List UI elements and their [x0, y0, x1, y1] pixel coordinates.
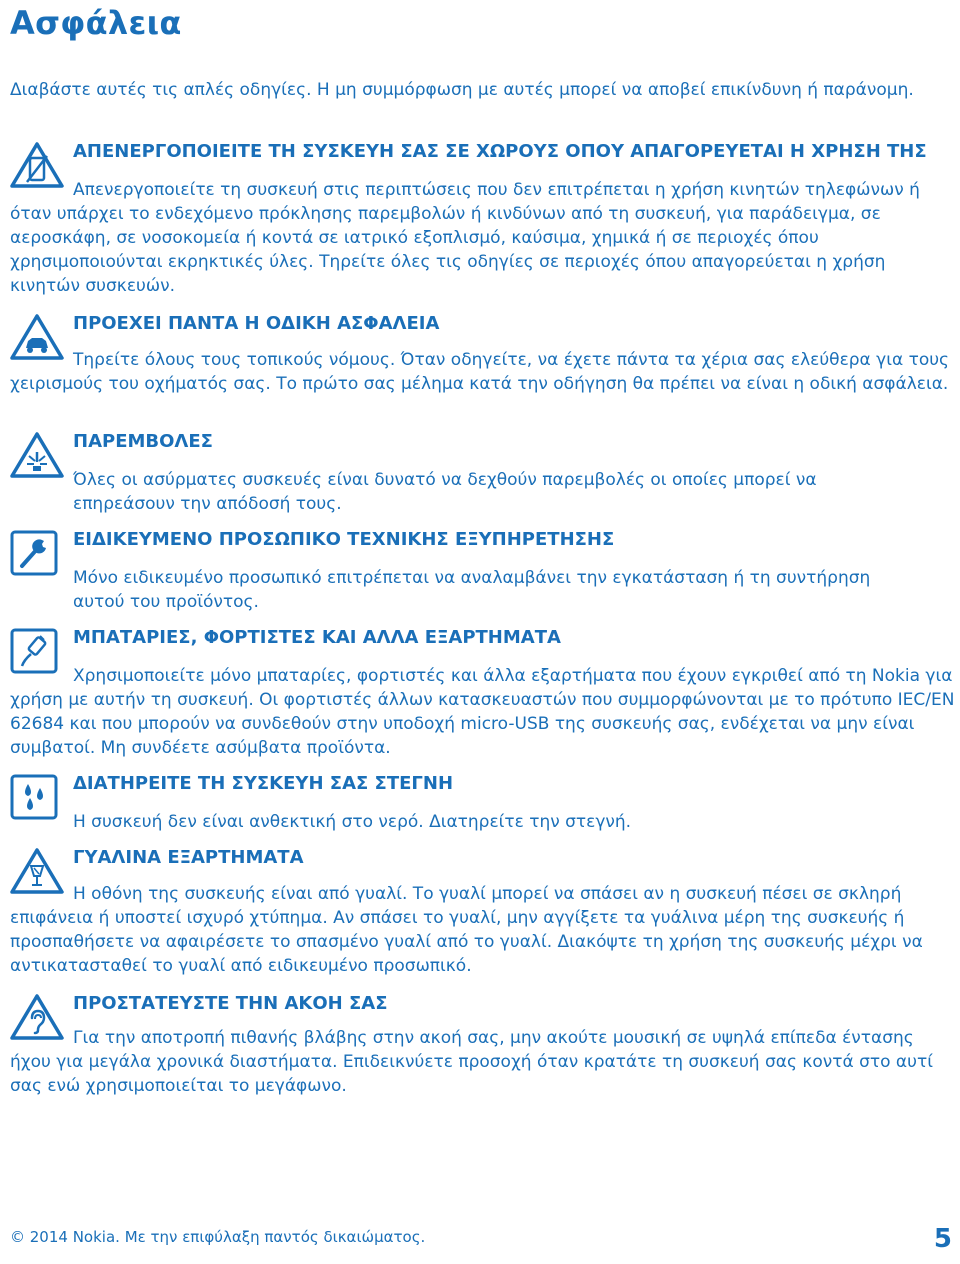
section-text: Μόνο ειδικευμένο προσωπικό επιτρέπεται να αναλαμβάνει την εγκατάσταση ή τη συντήρηση αυτού του προϊόντος.	[73, 568, 871, 612]
section-keep-dry	[10, 772, 955, 842]
section-heading: ΠΡΟΕΧΕΙ ΠΑΝΤΑ Η ΟΔΙΚΗ ΑΣΦΑΛΕΙΑ	[73, 313, 440, 334]
section-glass-parts	[10, 846, 955, 986]
page-number: 5	[933, 1224, 952, 1254]
footer-copyright: © 2014 Nokia. Με την επιφύλαξη παντός δικαιώματος.	[10, 1228, 426, 1246]
intro-text: Διαβάστε αυτές τις απλές οδηγίες. Η μη συμμόρφωση με αυτές μπορεί να αποβεί επικίνδυνη ή παράνομη.	[10, 80, 914, 100]
section-heading: ΔΙΑΤΗΡΕΙΤΕ ΤΗ ΣΥΣΚΕΥΗ ΣΑΣ ΣΤΕΓΝΗ	[73, 773, 454, 794]
page-title: Ασφάλεια	[10, 4, 182, 42]
section-heading: ΑΠΕΝΕΡΓΟΠΟΙΕΙΤΕ ΤΗ ΣΥΣΚΕΥΗ ΣΑΣ ΣΕ ΧΩΡΟΥΣ ΟΠΟΥ ΑΠΑΓΟΡΕΥΕΤΑΙ Η ΧΡΗΣΗ ΤΗΣ	[73, 141, 927, 162]
section-text: Τηρείτε όλους τους τοπικούς νόμους. Όταν οδηγείτε, να έχετε πάντα τα χέρια σας ελεύθερα για τους χειρισμούς του οχήματός σας. Το πρώτο σας μέλημα κατά την οδήγηση θα πρέπει να είναι η οδική ασφάλεια.	[10, 350, 950, 394]
section-service	[10, 528, 955, 618]
section-text: Όλες οι ασύρματες συσκευές είναι δυνατό να δεχθούν παρεμβολές οι οποίες μπορεί να επηρεάσουν την απόδοσή τους.	[73, 470, 817, 514]
section-text: Η συσκευή δεν είναι ανθεκτική στο νερό. Διατηρείτε την στεγνή.	[73, 812, 632, 832]
section-text: Απενεργοποιείτε τη συσκευή στις περιπτώσεις που δεν επιτρέπεται η χρήση κινητών τηλεφώνων ή όταν υπάρχει το ενδεχόμενο πρόκλησης παρεμβολών ή κινδύνων από τη συσκευή, για παράδειγμα, σε αεροσκάφη, σε νοσοκομεία ή κοντά σε ιατρικό εξοπλισμό, καύσιμα, χημικά ή σε περιοχές όπου χρησιμοποιούνται εκρηκτικές ύλες. Τηρείτε όλες τις οδηγίες σε περιοχές όπου απαγορεύεται η χρήση κινητών συσκευών.	[10, 180, 920, 296]
section-accessories	[10, 626, 955, 766]
section-road-safety	[10, 312, 955, 422]
section-interference	[10, 430, 955, 520]
section-heading: ΓΥΑΛΙΝΑ ΕΞΑΡΤΗΜΑΤΑ	[73, 847, 304, 868]
section-hearing	[10, 992, 955, 1112]
section-text: Για την αποτροπή πιθανής βλάβης στην ακοή σας, μην ακούτε μουσική σε υψηλά επίπεδα έντασης ήχου για μεγάλα χρονικά διαστήματα. Επιδεικνύετε προσοχή όταν κρατάτε τη συσκευή σας κοντά στο αυτί σας ενώ χρησιμοποιείται το μεγάφωνο.	[10, 1028, 933, 1096]
section-text: Η οθόνη της συσκευής είναι από γυαλί. Το γυαλί μπορεί να σπάσει αν η συσκευή πέσει σε σκληρή επιφάνεια ή υποστεί ισχυρό χτύπημα. Αν σπάσει το γυαλί, μην αγγίξετε τα γυάλινα μέρη της συσκευής ή προσπαθήσετε να αφαιρέσετε το σπασμένο γυαλί από το γυαλί. Διακόψτε τη χρήση της συσκευής μέχρι να αντικατασταθεί το γυαλί από ειδικευμένο προσωπικό.	[10, 884, 923, 976]
section-heading: ΜΠΑΤΑΡΙΕΣ, ΦΟΡΤΙΣΤΕΣ ΚΑΙ ΑΛΛΑ ΕΞΑΡΤΗΜΑΤΑ	[73, 627, 561, 648]
section-phone-off	[10, 140, 955, 300]
section-heading: ΠΡΟΣΤΑΤΕΥΣΤΕ ΤΗΝ ΑΚΟΗ ΣΑΣ	[73, 993, 388, 1014]
section-text: Χρησιμοποιείτε μόνο μπαταρίες, φορτιστές και άλλα εξαρτήματα που έχουν εγκριθεί από τη Nokia για χρήση με αυτήν τη συσκευή. Οι φορτιστές άλλων κατασκευαστών που συμμορφώνονται με το πρότυπο IEC/EN 62684 και που μπορούν να συνδεθούν στην υποδοχή micro-USB της συσκευής σας, ενδέχεται να μην είναι συμβατοί. Μη συνδέετε ασύμβατα προϊόντα.	[10, 666, 955, 758]
section-heading: ΕΙΔΙΚΕΥΜΕΝΟ ΠΡΟΣΩΠΙΚΟ ΤΕΧΝΙΚΗΣ ΕΞΥΠΗΡΕΤΗΣΗΣ	[73, 529, 615, 550]
section-heading: ΠΑΡΕΜΒΟΛΕΣ	[73, 431, 213, 452]
